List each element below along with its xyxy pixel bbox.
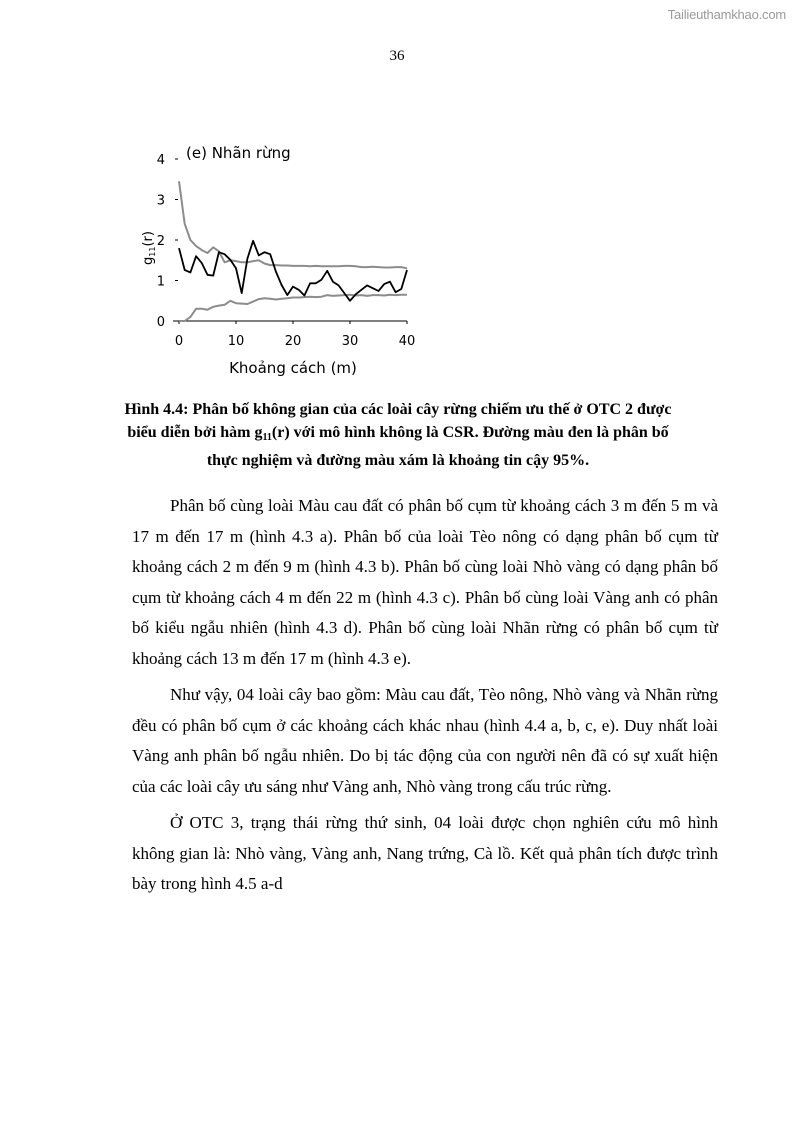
x-tick-label: 40 <box>398 334 416 349</box>
line-chart <box>130 135 430 385</box>
y-tick-label: 3 <box>156 193 165 209</box>
paragraph: Phân bố cùng loài Màu cau đất có phân bố cụm từ khoảng cách 3 m đến 5 m và 17 m đến 17 m (hình 4.3 a). Phân bố của loài Tèo nông có dạng phân bố cụm từ khoảng cách 2 m đến 9 m (hình 4.3 b). Phân bố cùng loài Nhò vàng có dạng phân bố cụm từ khoảng cách 4 m đến 22 m (hình 4.3 c). Phân bố cùng loài Vàng anh có phân bố kiểu ngẫu nhiên (hình 4.3 d). Phân bố cùng loài Nhãn rừng có phân bố cụm từ khoảng cách 13 m đến 17 m (hình 4.3 e). <box>132 496 718 668</box>
chart-title: (e) Nhãn rừng <box>186 144 291 162</box>
y-tick-label: 0 <box>156 315 165 330</box>
y-tick-label: 1 <box>156 274 165 290</box>
y-axis-label: $g_{11}(r)$ <box>141 231 157 265</box>
figure-caption: Hình 4.4: Phân bố không gian của các loài cây rừng chiếm ưu thế ở OTC 2 được biểu diễn bởi hàm $g_{11}(r)$ với mô hình không là CSR. Đường màu đen là phân bố thực nghiệm và đường màu xám là khoảng tin cậy 95%. <box>124 401 672 469</box>
x-tick-label: 0 <box>174 334 184 349</box>
y-tick-label: 2 <box>156 234 165 249</box>
y-tick-label: 4 <box>156 153 165 168</box>
figure-chart <box>130 135 430 385</box>
watermark: Tailieuthamkhao.com <box>667 7 786 22</box>
x-tick-label: 30 <box>341 334 359 349</box>
lower-envelope-line <box>179 295 407 321</box>
x-axis-label: Khoảng cách (m) <box>229 359 357 377</box>
body-text <box>132 491 718 906</box>
page-number: 36 <box>389 48 405 64</box>
observed-line <box>179 241 407 301</box>
x-tick-label: 20 <box>284 334 302 349</box>
paragraph: Như vậy, 04 loài cây bao gồm: Màu cau đất, Tèo nông, Nhò vàng và Nhãn rừng đều có phân bố cụm ở các khoảng cách khác nhau (hình 4.4 a, b, c, e). Duy nhất loài Vàng anh phân bố ngẫu nhiên. Do bị tác động của con người nên đã có sự xuất hiện của các loài cây ưu sáng như Vàng anh, Nhò vàng trong cấu trúc rừng. <box>132 685 718 796</box>
upper-envelope-line <box>179 181 407 268</box>
x-tick-label: 10 <box>227 334 245 349</box>
paragraph: Ở OTC 3, trạng thái rừng thứ sinh, 04 loài được chọn nghiên cứu mô hình không gian là: Nhò vàng, Vàng anh, Nang trứng, Cà lồ. Kết quả phân tích được trình bày trong hình 4.5 a-d <box>132 813 718 893</box>
